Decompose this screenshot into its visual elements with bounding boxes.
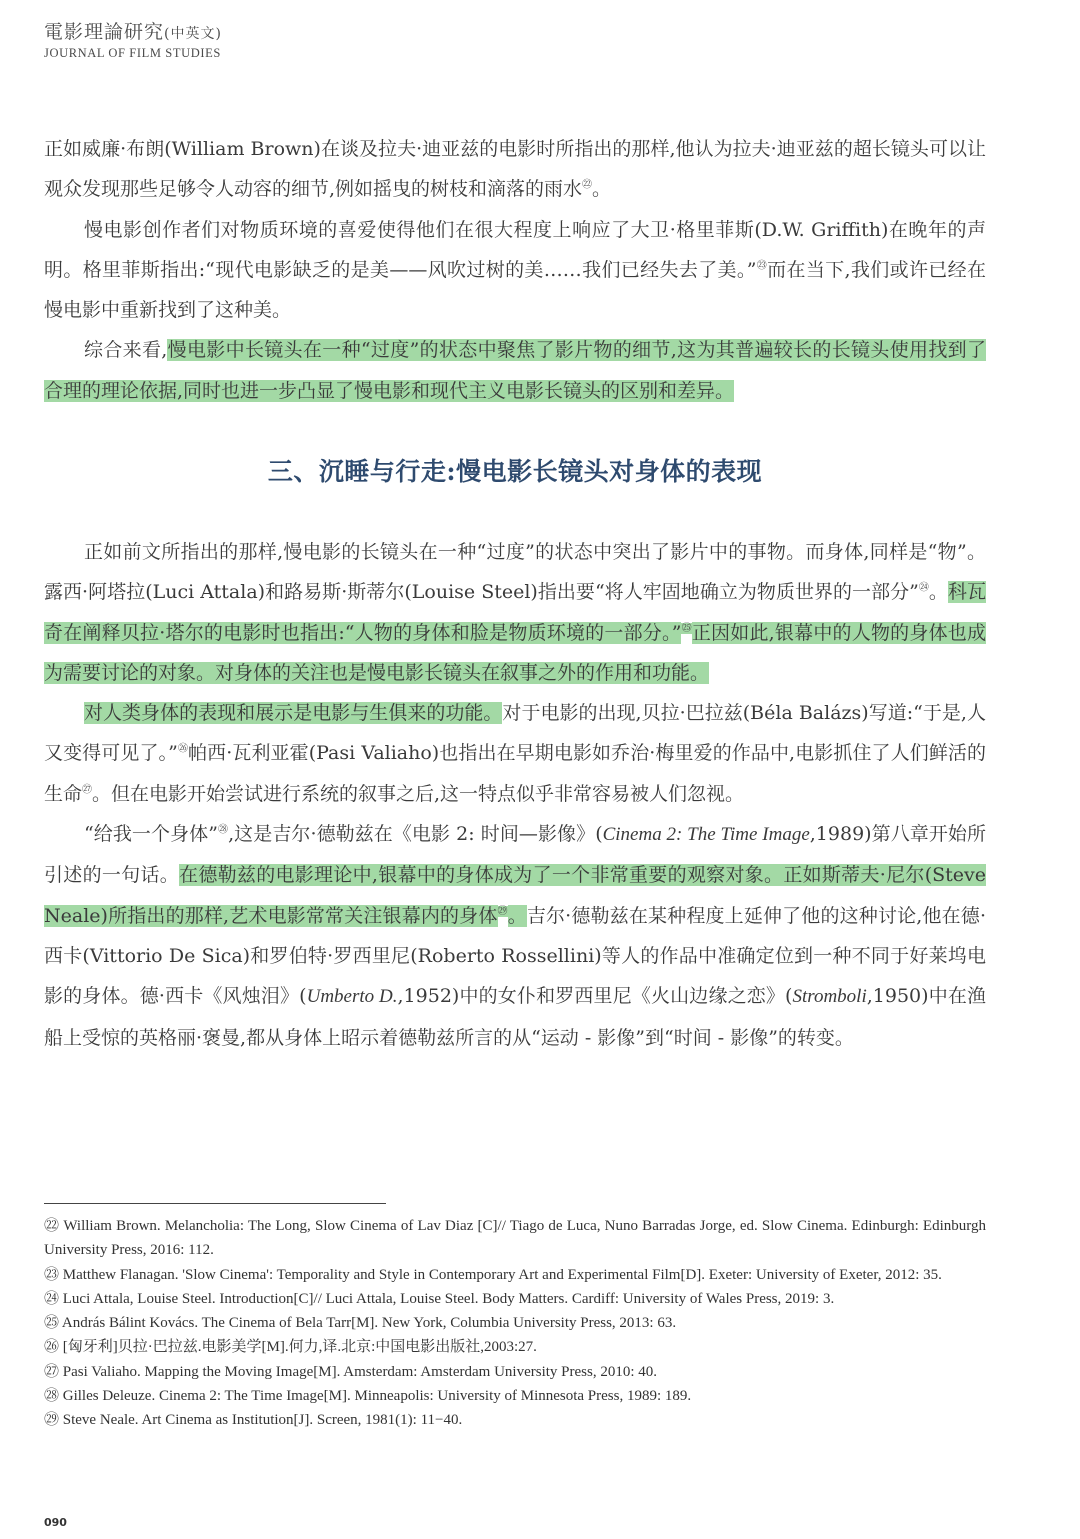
footnote-ref[interactable]: ㉓ [756,260,768,272]
text-run: 。 [592,178,612,201]
footnote-ref[interactable]: ㉙ [497,906,508,918]
film-title: Stromboli [792,986,867,1008]
journal-title-cn-main: 電影理論研究 [44,21,165,43]
footnote: ㉔ Luci Attala, Louise Steel. Introduction[C]// Luci Attala, Louise Steel. Body Matters. Cardiff: University of Wales Press, 2019: 3. [44,1290,835,1307]
footnote: ㉘ Gilles Deleuze. Cinema 2: The Time Image[M]. Minneapolis: University of Minnesota Press, 1989: 189. [44,1388,692,1405]
paragraph [44,330,986,411]
highlighted-text: 。 [507,904,527,927]
footnote: ㉗ Pasi Valiaho. Mapping the Moving Image[M]. Amsterdam: Amsterdam University Press, 2010: 40. [44,1363,657,1380]
footnote-ref[interactable]: ㉗ [82,784,93,796]
footnote: ㉙ Steve Neale. Art Cinema as Institution[J]. Screen, 1981(1): 11−40. [44,1412,463,1429]
footnote: ㉓ Matthew Flanagan. 'Slow Cinema': Temporality and Style in Contemporary Art and Experimental Film[D]. Exeter: University of Exeter, 2012: 35. [44,1266,942,1283]
footnotes [44,1214,986,1433]
highlighted-text: 在德勒兹的电影理论中,银幕中的身体成为了一个非常重要的观察对象。正如斯蒂夫·尼尔(Steve Neale)所指出的那样,艺术电影常常关注银幕内的身体 [44,864,986,927]
paragraph [44,693,986,814]
journal-title-en: JOURNAL OF FILM STUDIES [44,46,221,60]
text-run: “给我一个身体” [84,823,218,846]
text-run: 而在当下,我们或许已经在慢电影中重新找到了这种美。 [44,258,987,322]
footnote-ref[interactable]: ㉒ [582,179,593,191]
paragraph [44,532,986,693]
journal-title-cn [44,20,222,46]
footnote: ㉒ William Brown. Melancholia: The Long, Slow Cinema of Lav Diaz [C]// Tiago de Luca, Nuno Barradas Jorge, ed. Slow Cinema. Edinburgh: Edinburgh University Press, 2016: 112. [44,1218,986,1259]
page-number: 090 [44,1516,67,1529]
footnote-ref[interactable]: ㉖ [177,744,189,756]
text-run: ,1950)中在渔船上受惊的英格丽·褒曼,都从身体上昭示着德勒兹所言的从“运动 - 影像”到“时间 - 影像”的转变。 [44,985,986,1049]
text-run: 吉尔·德勒兹在某种程度上延伸了他的这种讨论,他在德·西卡(Vittorio De Sica)和罗伯特·罗西里尼(Roberto Rossellini)等人的作品中准确定位到一种不同于好莱坞电影的身体。德·西卡《风烛泪》( [44,904,986,1008]
footnote: ㉖ [匈牙利]贝拉·巴拉兹.电影美学[M].何力,译.北京:中国电影出版社,2003:27. [44,1339,537,1356]
highlighted-text: 科瓦奇在阐释贝拉·塔尔的电影时也指出:“人物的身体和脸是物质环境的一部分。” [44,581,986,644]
film-title: Umberto D. [306,986,398,1008]
footnote: ㉕ András Bálint Kovács. The Cinema of Bela Tarr[M]. New York, Columbia University Press, 2013: 63. [44,1315,677,1332]
paragraph [44,129,986,210]
text-run: 综合来看, [84,339,168,362]
section1-body [44,129,986,411]
section2-body [44,532,986,1058]
footnote-ref[interactable]: ㉘ [217,824,229,836]
text-run: 帕西·瓦利亚霍(Pasi Valiaho)也指出在早期电影如乔治·梅里爱的作品中,电影抓住了人们鲜活的生命 [44,742,987,805]
footnote-divider [44,1203,386,1204]
paragraph [44,210,986,331]
film-title: Cinema 2: The Time Image [602,824,810,846]
text-run: 。 [928,581,948,604]
footnote-ref[interactable]: ㉕ [681,623,692,635]
highlighted-text: 对人类身体的表现和展示是电影与生俱来的功能。 [84,702,503,725]
section-title: 三、沉睡与行走:慢电影长镜头对身体的表现 [267,457,763,486]
text-run: ,这是吉尔·德勒兹在《电影 2: 时间—影像》( [228,823,603,846]
text-run: 慢电影创作者们对物质环境的喜爱使得他们在很大程度上响应了大卫·格里菲斯(D.W. Griffith)在晚年的声明。格里菲斯指出:“现代电影缺乏的是美——风吹过树的美……我们已经失去了美。” [44,218,986,281]
text-run: 。但在电影开始尝试进行系统的叙事之后,这一特点似乎非常容易被人们忽视。 [92,782,745,805]
highlighted-text: 慢电影中长镜头在一种“过度”的状态中聚焦了影片物的细节,这为其普遍较长的长镜头使用找到了合理的理论依据,同时也进一步凸显了慢电影和现代主义电影长镜头的区别和差异。 [44,339,986,402]
text-run: ,1952)中的女仆和罗西里尼《火山边缘之恋》( [397,985,793,1008]
paragraph [44,814,986,1058]
journal-title-cn-sub: (中英文) [164,26,222,42]
highlighted-text: 正因如此,银幕中的人物的身体也成为需要讨论的对象。对身体的关注也是慢电影长镜头在叙事之外的作用和功能。 [44,621,986,684]
text-run: 正如前文所指出的那样,慢电影的长镜头在一种“过度”的状态中突出了影片中的事物。而身体,同样是“物”。露西·阿塔拉(Luci Attala)和路易斯·斯蒂尔(Louise Steel)指出要“将人牢固地确立为物质世界的一部分” [44,541,986,604]
text-run: 对于电影的出现,贝拉·巴拉兹(Béla Balázs)写道:“于是,人又变得可见了。” [44,702,986,765]
journal-header [44,20,222,60]
text-run: ,1989)第八章开始所引述的一句话。 [44,823,986,887]
footnote-ref[interactable]: ㉔ [918,582,929,594]
text-run: 正如威廉·布朗(William Brown)在谈及拉夫·迪亚兹的电影时所指出的那样,他认为拉夫·迪亚兹的超长镜头可以让观众发现那些足够令人动容的细节,例如摇曳的树枝和滴落的雨水 [44,138,986,201]
